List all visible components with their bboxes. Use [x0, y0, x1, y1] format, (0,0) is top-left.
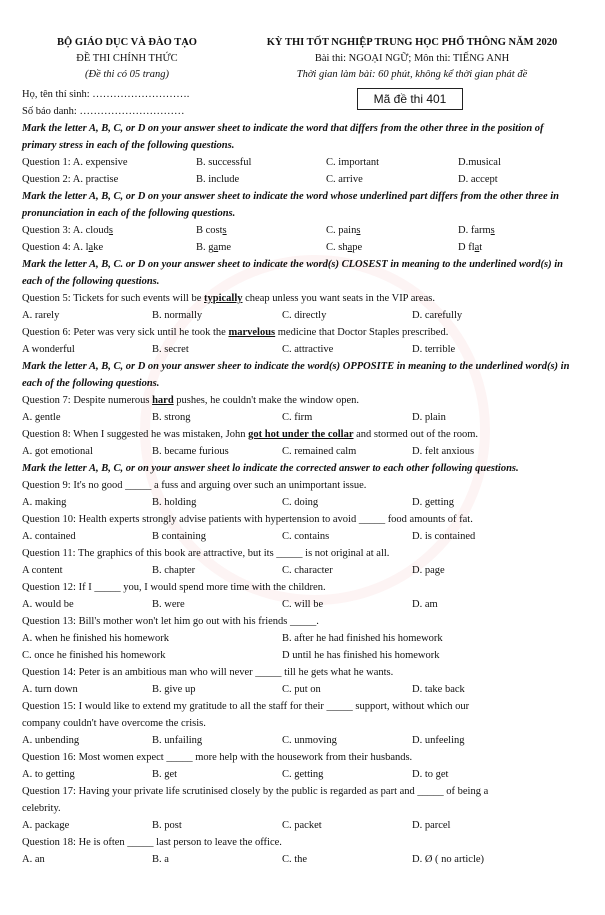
q18-option-b: B. a [152, 854, 169, 865]
q11-option-b: B. chapter [152, 565, 196, 576]
q18-option-d: D. Ø ( no article) [412, 854, 485, 865]
q16-option-b: B. get [152, 769, 178, 780]
q3-option-c: C. pains [326, 225, 361, 236]
question-3 [22, 222, 574, 239]
instruction-closest: Mark the letter A, B, C. or D on your answer sheet to indicate the word(s) CLOSEST in meaning to the underlined word(s) in each of the following questions. [22, 259, 564, 287]
q8-options [22, 443, 574, 460]
q11-option-c: C. character [282, 565, 333, 576]
q15-options [22, 732, 574, 749]
q2-option-c: C. arrive [326, 174, 363, 185]
q13-options-cd [22, 647, 574, 664]
q9-option-d: D. getting [412, 497, 454, 508]
q17-option-c: C. packet [282, 820, 322, 831]
q10-option-a: A. contained [22, 531, 76, 542]
question-1 [22, 154, 574, 171]
q4-option-b: B. game [196, 242, 232, 253]
q2-option-d: D. accept [458, 174, 498, 185]
q7-option-d: D. plain [412, 412, 446, 423]
q9-options [22, 494, 574, 511]
q12-option-a: A. would be [22, 599, 74, 610]
q16-stem: Question 16: Most women expect _____ more help with the housework from their husbands. [22, 752, 413, 763]
subject-label: Bài thi: NGOẠI NGỮ; Môn thi: TIẾNG ANH [314, 52, 510, 64]
q13-option-d: D until he has finished his homework [282, 650, 440, 661]
q10-options [22, 528, 574, 545]
q18-option-c: C. the [282, 854, 308, 865]
q11-option-d: D. page [412, 565, 445, 576]
q12-option-d: D. am [412, 599, 438, 610]
instruction-pronunciation: Mark the letter A, B, C, or D on your answer sheet to indicate the word whose underlined part differs from the other three in pronunciation in each of the following questions. [22, 191, 560, 219]
q3-option-d: D. farms [458, 225, 495, 236]
q8-option-d: D. felt anxious [412, 446, 475, 457]
q12-option-b: B. were [152, 599, 185, 610]
q11-stem: Question 11: The graphics of this book are attractive, but its _____ is not original at all. [22, 548, 390, 559]
q7-option-c: C. firm [282, 412, 313, 423]
official-label: ĐỀ THI CHÍNH THỨC [76, 52, 178, 64]
header [22, 34, 592, 82]
q18-option-a: A. an [22, 854, 45, 865]
q8-option-b: B. became furious [152, 446, 229, 457]
q13-option-b: B. after he had finished his homework [282, 633, 443, 644]
q14-options [22, 681, 574, 698]
time-limit: Thời gian làm bài: 60 phút, không kể thời gian phát đề [296, 68, 528, 80]
q9-option-c: C. doing [282, 497, 319, 508]
q9-stem: Question 9: It's no good _____ a fuss and arguing over such an unimportant issue. [22, 480, 367, 491]
question-2 [22, 171, 574, 188]
q10-option-c: C. contains [282, 531, 330, 542]
q18-options [22, 851, 574, 868]
q18-stem: Question 18: He is often _____ last person to leave the office. [22, 837, 282, 848]
student-info [22, 86, 189, 120]
instruction-correct: Mark the letter A, B, C, or on your answer sheet lo indicate the corrected answer to each other following questions. [22, 463, 519, 474]
q4-stem: Question 4: A. lake [22, 242, 104, 253]
q12-options [22, 596, 574, 613]
exam-title: KỲ THI TỐT NGHIỆP TRUNG HỌC PHỔ THÔNG NĂM 2020 [266, 36, 558, 48]
q17-options [22, 817, 574, 834]
q17-stem-2: celebrity. [22, 803, 61, 814]
q4-option-d: D flat [458, 242, 483, 253]
q7-options [22, 409, 574, 426]
q14-option-d: D. take back [412, 684, 465, 695]
instruction-opposite: Mark the letter A, B, C, or D on your answer sheer to indicate the word(s) OPPOSITE in meaning to the underlined word(s) in each of the following questions. [22, 361, 570, 389]
q4-option-c: C. shape [326, 242, 363, 253]
q15-option-d: D. unfeeling [412, 735, 465, 746]
q17-option-a: A. package [22, 820, 70, 831]
q11-options [22, 562, 574, 579]
q1-option-b: B. successful [196, 157, 252, 168]
q13-option-a: A. when he finished his homework [22, 633, 169, 644]
q14-stem: Question 14: Peter is an ambitious man who will never _____ till he gets what he wants. [22, 667, 394, 678]
q11-option-a: A content [22, 565, 63, 576]
q8-stem: Question 8: When I suggested he was mistaken, John got hot under the collar and stormed out of the room. [22, 429, 479, 440]
q3-option-b: B costs [196, 225, 227, 236]
q2-stem: Question 2: A. practise [22, 174, 119, 185]
q8-option-c: C. remained calm [282, 446, 357, 457]
questions [22, 120, 574, 868]
q1-option-d: D.musical [458, 157, 501, 168]
q8-option-a: A. got emotional [22, 446, 93, 457]
q13-stem: Question 13: Bill's mother won't let him go out with his friends _____. [22, 616, 319, 627]
q14-option-c: C. put on [282, 684, 321, 695]
q7-option-a: A. gentle [22, 412, 61, 423]
q9-option-a: A. making [22, 497, 67, 508]
q7-stem: Question 7: Despite numerous hard pushes, he couldn't make the window open. [22, 395, 359, 406]
q6-option-d: D. terrible [412, 344, 456, 355]
q5-stem: Question 5: Tickets for such events will be typically cheap unless you want seats in the VIP areas. [22, 293, 435, 304]
q14-option-a: A. turn down [22, 684, 78, 695]
page-count: (Đề thi có 05 trang) [85, 68, 169, 80]
q6-option-c: C. attractive [282, 344, 334, 355]
q15-stem-1: Question 15: I would like to extend my gratitude to all the staff for their _____ support, without which our [22, 701, 470, 712]
exam-code-box: Mã đề thi 401 [357, 88, 463, 110]
q6-option-a: A wonderful [22, 344, 75, 355]
q16-options [22, 766, 574, 783]
q6-stem: Question 6: Peter was very sick until he took the marvelous medicine that Doctor Staples prescribed. [22, 327, 449, 338]
q16-option-a: A. to getting [22, 769, 75, 780]
q5-option-b: B. normally [152, 310, 203, 321]
q10-stem: Question 10: Health experts strongly advise patients with hypertension to avoid _____ food amounts of fat. [22, 514, 473, 525]
student-name-field: Họ, tên thí sinh: ………………………. [22, 89, 190, 100]
q12-stem: Question 12: If I _____ you, I would spend more time with the children. [22, 582, 326, 593]
q5-option-d: D. carefully [412, 310, 463, 321]
ministry-name: BỘ GIÁO DỤC VÀ ĐÀO TẠO [57, 36, 197, 48]
q15-option-b: B. unfailing [152, 735, 203, 746]
q12-option-c: C. will be [282, 599, 324, 610]
q15-stem-2: company couldn't have overcome the crisis. [22, 718, 206, 729]
q2-option-b: B. include [196, 174, 240, 185]
q7-option-b: B. strong [152, 412, 191, 423]
q14-option-b: B. give up [152, 684, 196, 695]
q6-option-b: B. secret [152, 344, 189, 355]
student-id-field: Số báo danh: ………………………… [22, 106, 185, 117]
q1-stem: Question 1: A. expensive [22, 157, 128, 168]
q13-option-c: C. once he finished his homework [22, 650, 166, 661]
q10-option-b: B containing [152, 531, 206, 542]
q3-stem: Question 3: A. clouds [22, 225, 114, 236]
q13-options-ab [22, 630, 574, 647]
q15-option-a: A. unbending [22, 735, 80, 746]
q16-option-c: C. getting [282, 769, 324, 780]
q17-stem-1: Question 17: Having your private life scrutinised closely by the public is regarded as part and _____ of being a [22, 786, 489, 797]
q17-option-d: D. parcel [412, 820, 451, 831]
q17-option-b: B. post [152, 820, 182, 831]
question-4 [22, 239, 574, 256]
q5-options [22, 307, 574, 324]
q1-option-c: C. important [326, 157, 380, 168]
instruction-stress: Mark the letter A, B, C, or D on your answer sheet to indicate the word that differs from the other three in the position of primary stress in each of the following questions. [22, 123, 544, 151]
q9-option-b: B. holding [152, 497, 197, 508]
q10-option-d: D. is contained [412, 531, 476, 542]
q5-option-c: C. directly [282, 310, 327, 321]
q15-option-c: C. unmoving [282, 735, 337, 746]
q6-options [22, 341, 574, 358]
q5-option-a: A. rarely [22, 310, 60, 321]
q16-option-d: D. to get [412, 769, 449, 780]
